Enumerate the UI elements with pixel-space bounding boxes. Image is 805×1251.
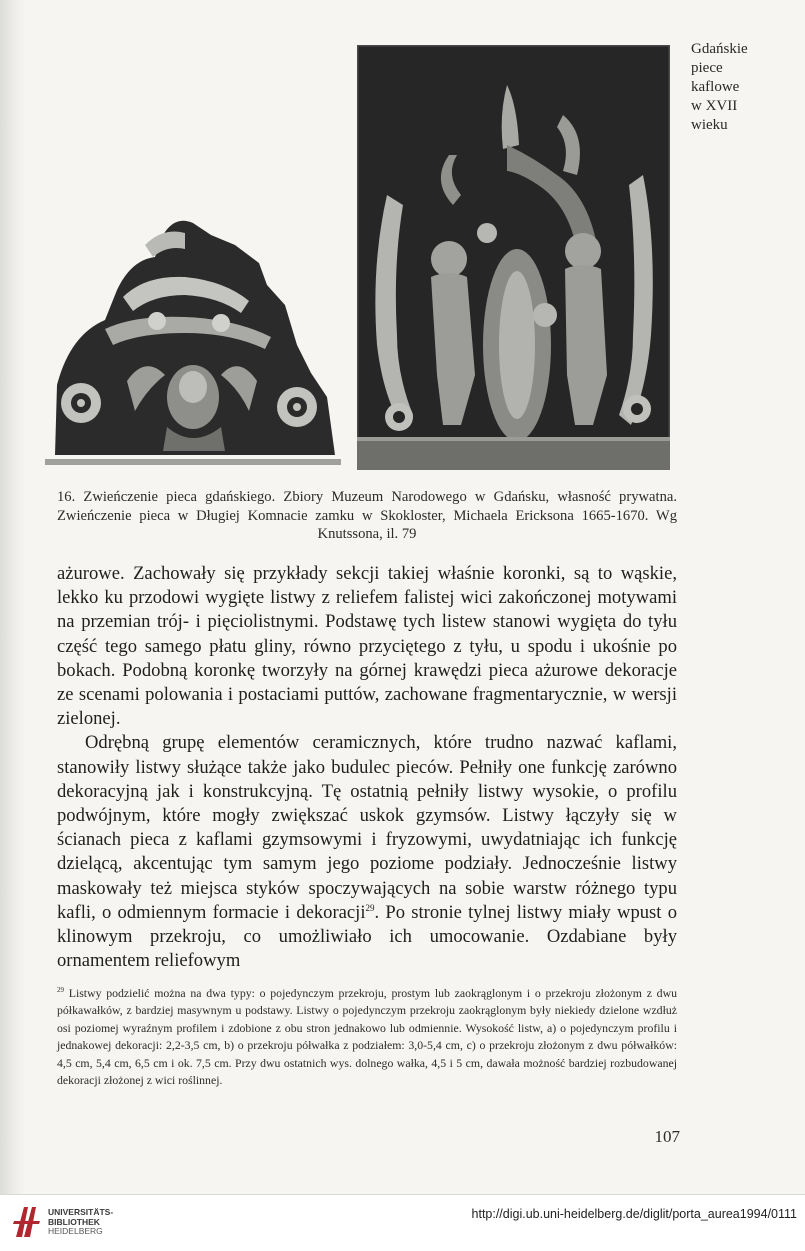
footnote bbox=[57, 985, 677, 1089]
library-name-line: UNIVERSITÄTS- bbox=[48, 1207, 114, 1217]
body-text bbox=[57, 562, 677, 973]
photo-stove-crown-fragment bbox=[35, 205, 343, 469]
side-title-line: wieku bbox=[691, 117, 728, 133]
running-side-title bbox=[691, 40, 801, 135]
library-name bbox=[48, 1208, 113, 1237]
side-title-line: w XVII bbox=[691, 98, 738, 114]
footnote-body: Listwy podzielić można na dwa typy: o pojedynczym przekroju, prostym lub zaokrąglonym i o przekroju złożonym z dwu półkawałków, z bardziej masywnym u podstawy. Listwy o pojedynczym przekroju zaokrąglonym były niekiedy dzielone wzdłuż osi poziomej wyraźnym profilem i zdobione z obu stron jednakowo lub odmiennie. Wysokość listw, a) o pojedynczym profilu i jednakowej dekoracji: 2,2-3,5 cm, b) o przekroju półwałka z podziałem: 3,0-5,4 cm, c) o przekroju złożonym z dwu półwałków: 4,5 cm, 5,4 cm, 6,5 cm i ok. 7,5 cm. Przy dwu ostatnich wys. dolnego wałka, 4,5 i 5 cm, dawała możność bardziej rozbudowanej dekoracji złożonej z wici roślinnej. bbox=[57, 986, 677, 1088]
page-gutter-shadow bbox=[0, 0, 26, 1194]
footnote-text bbox=[57, 985, 677, 1089]
side-title-line: kaflowe bbox=[691, 79, 740, 95]
paragraph bbox=[57, 731, 677, 973]
photo-stove-crown-with-putti bbox=[357, 45, 670, 470]
library-name-line: BIBLIOTHEK bbox=[48, 1216, 100, 1227]
footnote-number: 29 bbox=[57, 986, 64, 995]
page-url-link[interactable]: http://digi.ub.uni-heidelberg.de/diglit/porta_aurea1994/0111 bbox=[471, 1207, 797, 1221]
figure-caption: 16. Zwieńczenie pieca gdańskiego. Zbiory Muzeum Narodowego w Gdańsku, własność prywatna. Zwieńczenie pieca w Długiej Komnacie zamku w Skokloster, Michaela Ericksona 1665-1670. Wg Knutssona, il. 79 bbox=[57, 489, 677, 542]
paragraph-text: Odrębną grupę elementów ceramicznych, które trudno nazwać kaflami, stanowiły listwy służące także jako budulec pieców. Pełniły one funkcję zarówno dekoracyjną jak i konstrukcyjną. Tę ostatnią pełniły listwy wysokie, o profilu podwójnym, które mogły zwiększać uskok gzymsów. Listwy łączyły się w ścianach pieca z kaflami gzymsowymi i fryzowymi, uwydatniając ich funkcję dzielącą, akcentując tym samym jego poziome podziały. Jednocześnie listwy maskowały też miejsca styków spoczywających na sobie warstw różnego typu kafli, o odmiennym formacie i dekoracji bbox=[57, 732, 677, 923]
page-number: 107 bbox=[654, 1127, 680, 1146]
footnote-reference[interactable]: 29 bbox=[365, 902, 375, 913]
paragraph: ażurowe. Zachowały się przykłady sekcji takiej właśnie koronki, są to wąskie, lekko ku przodowi wygięte listwy z reliefem falistej wici zakończonej motywami na przemian trój- i pięciolistnymi. Podstawę tych listew stanowi wygięta do tyłu część tego samego płatu gliny, równo przyciętego z tyłu, u spodu i ukośnie po bokach. Podobną koronkę tworzyły na górnej krawędzi pieca ażurowe dekoracje ze scenami polowania i postaciami puttów, zachowane fragmentarycznie, w wersji zielonej. bbox=[57, 563, 677, 730]
side-title-line: piece bbox=[691, 60, 723, 76]
viewer-footer bbox=[0, 1194, 805, 1251]
side-title-line: Gdańskie bbox=[691, 41, 748, 57]
library-logo-icon bbox=[10, 1203, 46, 1241]
library-name-line: HEIDELBERG bbox=[48, 1226, 103, 1236]
paragraph-text: . Po stronie tylnej listwy miały wpust o klinowym przekroju, co umożliwiało ich umocowanie. Ozdabiane były ornamentem reliefowym bbox=[57, 901, 677, 972]
